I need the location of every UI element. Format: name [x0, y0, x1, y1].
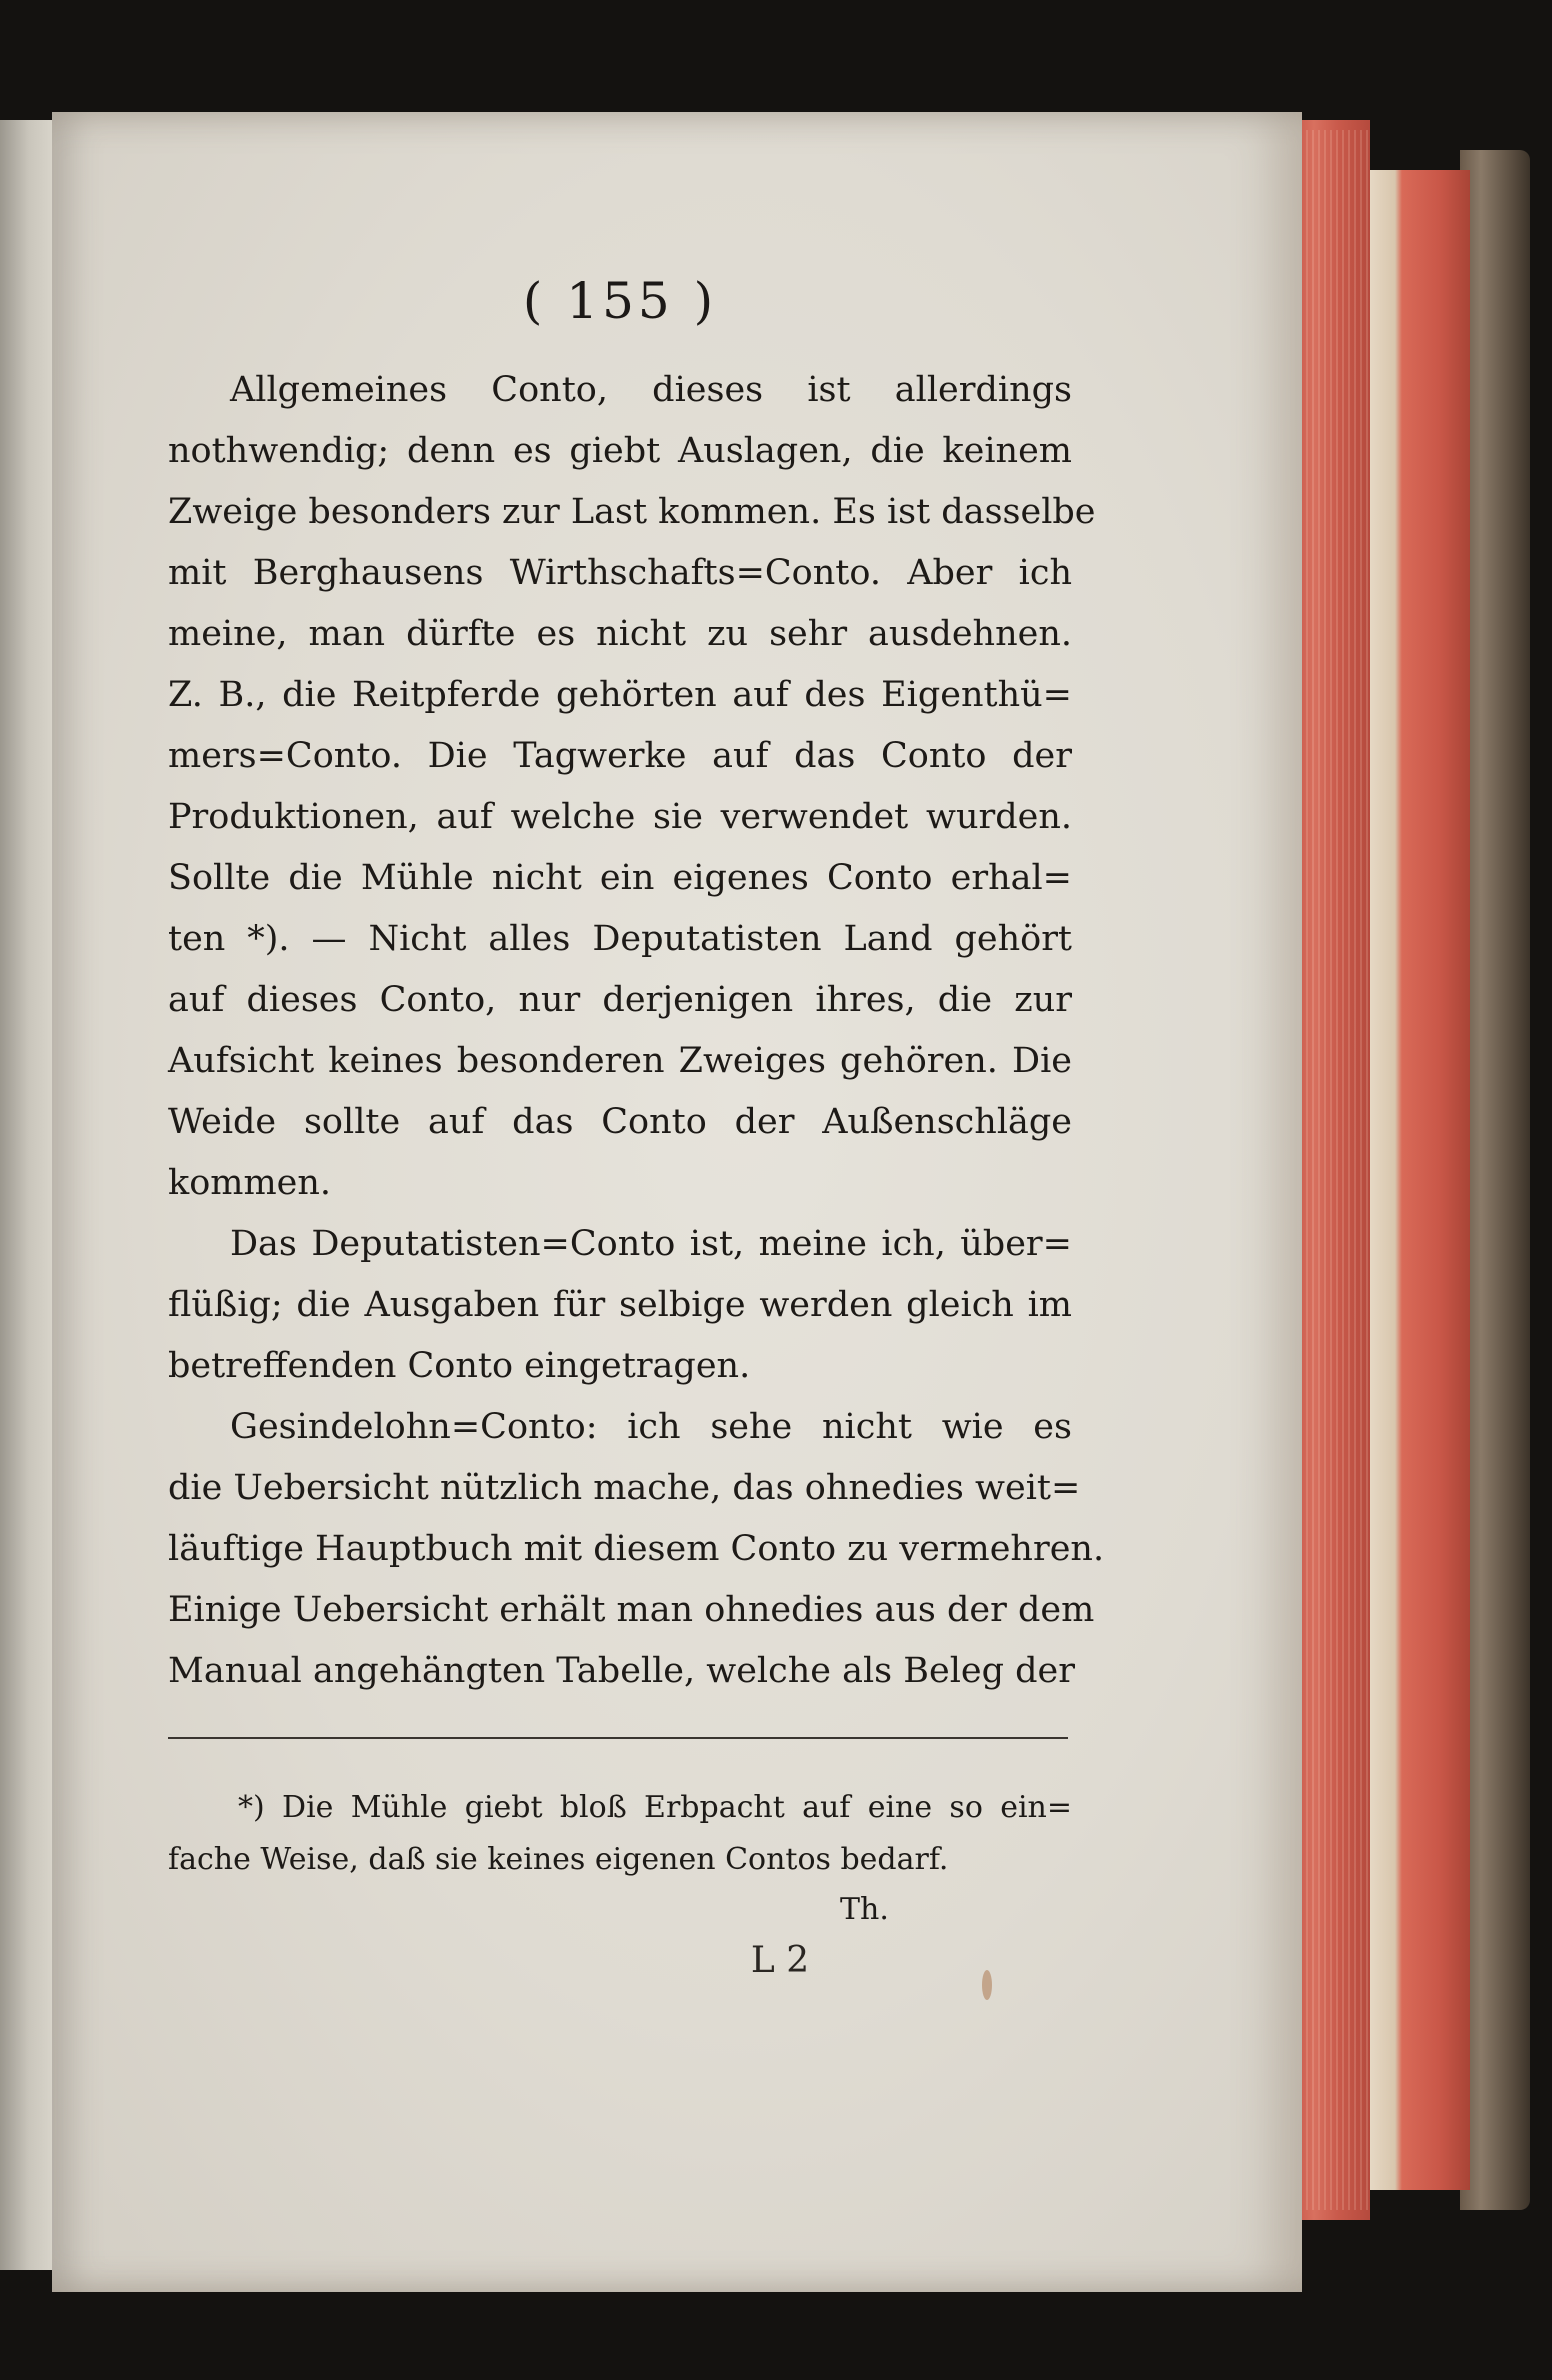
text-line: die Uebersicht nützlich mache, das ohnedies weit=	[168, 1468, 1081, 1508]
text-line: nothwendig; denn es giebt Auslagen, die keinem	[168, 431, 1072, 471]
printer-signature-mark: L 2	[750, 1940, 810, 1981]
text-line: läuftige Hauptbuch mit diesem Conto zu vermehren.	[168, 1529, 1105, 1569]
text-line: Produktionen, auf welche sie verwendet wurden.	[168, 797, 1072, 837]
footnote-divider	[168, 1737, 1068, 1739]
paper-stain	[982, 1970, 992, 2000]
page-block-edge-outer	[1370, 170, 1470, 2190]
page-number: ( 155 )	[522, 272, 718, 330]
text-line: mers=Conto. Die Tagwerke auf das Conto der	[168, 736, 1072, 776]
text-line: auf dieses Conto, nur derjenigen ihres, die zur	[168, 980, 1072, 1020]
text-line: ten *). — Nicht alles Deputatisten Land gehört	[168, 919, 1072, 959]
text-line: Manual angehängten Tabelle, welche als Beleg der	[168, 1651, 1075, 1691]
text-line: Allgemeines Conto, dieses ist allerdings	[230, 370, 1072, 410]
text-line: kommen.	[168, 1163, 332, 1203]
footnote-signature: Th.	[840, 1892, 889, 1927]
text-line: Aufsicht keines besonderen Zweiges gehören. Die	[168, 1041, 1072, 1081]
text-line: meine, man dürfte es nicht zu sehr ausdehnen.	[168, 614, 1072, 654]
text-line: Einige Uebersicht erhält man ohnedies aus der dem	[168, 1590, 1095, 1630]
book-cover-edge	[1460, 150, 1530, 2210]
footnote-line: *) Die Mühle giebt bloß Erbpacht auf eine so ein=	[238, 1790, 1072, 1825]
text-line: Gesindelohn=Conto: ich sehe nicht wie es	[230, 1407, 1072, 1447]
left-page-edge	[0, 120, 54, 2270]
body-text	[168, 360, 1105, 1702]
text-line: Zweige besonders zur Last kommen. Es ist dasselbe	[168, 492, 1096, 532]
text-line: betreffenden Conto eingetragen.	[168, 1346, 751, 1386]
footnote	[168, 1782, 1072, 1886]
text-line: Z. B., die Reitpferde gehörten auf des Eigenthü=	[168, 675, 1072, 715]
text-line: Weide sollte auf das Conto der Außenschläge	[168, 1102, 1072, 1142]
text-line: Sollte die Mühle nicht ein eigenes Conto erhal=	[168, 858, 1072, 898]
footnote-line: fache Weise, daß sie keines eigenen Contos bedarf.	[168, 1842, 949, 1877]
text-line: mit Berghausens Wirthschafts=Conto. Aber ich	[168, 553, 1072, 593]
page-edge-texture	[1300, 130, 1370, 2210]
text-line: flüßig; die Ausgaben für selbige werden gleich im	[168, 1285, 1072, 1325]
text-line: Das Deputatisten=Conto ist, meine ich, über=	[230, 1224, 1072, 1264]
